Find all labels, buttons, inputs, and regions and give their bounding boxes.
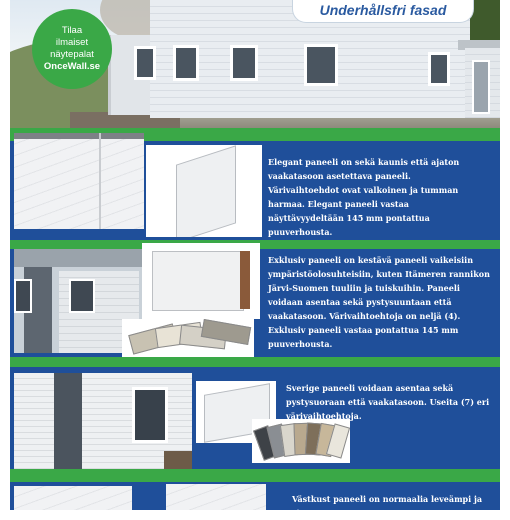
section-exklusiv	[10, 249, 500, 357]
badge-line-3: näytepalat	[50, 49, 94, 60]
badge-line-2: ilmaiset	[55, 37, 89, 48]
page-title: Underhållsfri fasad	[319, 2, 447, 18]
exklusiv-panel-sample	[142, 243, 260, 319]
sverige-color-swatches	[252, 419, 350, 463]
title-banner	[292, 0, 474, 23]
vastkust-siding-photo	[166, 484, 266, 510]
vastkust-panel-sample	[14, 486, 132, 510]
exklusiv-color-swatches	[122, 319, 254, 359]
sverige-house-photo	[14, 373, 192, 469]
section-sverige	[10, 367, 500, 469]
section-elegant	[10, 141, 500, 240]
section-text: Elegant paneeli on sekä kaunis että ajaton vaakatasoon asetettava paneeli. Värivaihtoehdot ovat valkoinen ja tumman harmaa. Elegant paneeli vastaa näyttävyydeltään 145 mm pontattua puuverhousta.	[268, 157, 460, 237]
section-text: Exklusiv paneeli on kestävä paneeli vaikeisiin ympäristöolosuhteisiin, kuten Itämeren rannikon Järvi-Suomen tuuliin ja tuiskuihin. Paneeli voidaan asentaa sekä pystysuuntaan että vaakatasoon. Värivaihtoehtoja on neljä (4). Exklusiv paneeli vastaa pontattua 145 mm puuverhousta.	[268, 255, 490, 349]
badge-line-1: Tilaa	[61, 25, 83, 36]
section-vastkust	[10, 482, 500, 518]
section-text: Västkust paneeli on normaalia leveämpi ja siten nopea	[292, 494, 483, 518]
free-samples-badge[interactable]	[32, 9, 112, 89]
elegant-panel-sample	[146, 145, 262, 237]
elegant-siding-photo	[14, 133, 144, 229]
section-text: Sverige paneeli voidaan asentaa sekä pystysuoraan että vaakatasoon. Useita (7) eri värivaihtoehtoja.	[286, 383, 490, 421]
badge-website[interactable]: OnceWall.se	[43, 61, 101, 72]
divider-bar	[10, 469, 500, 482]
